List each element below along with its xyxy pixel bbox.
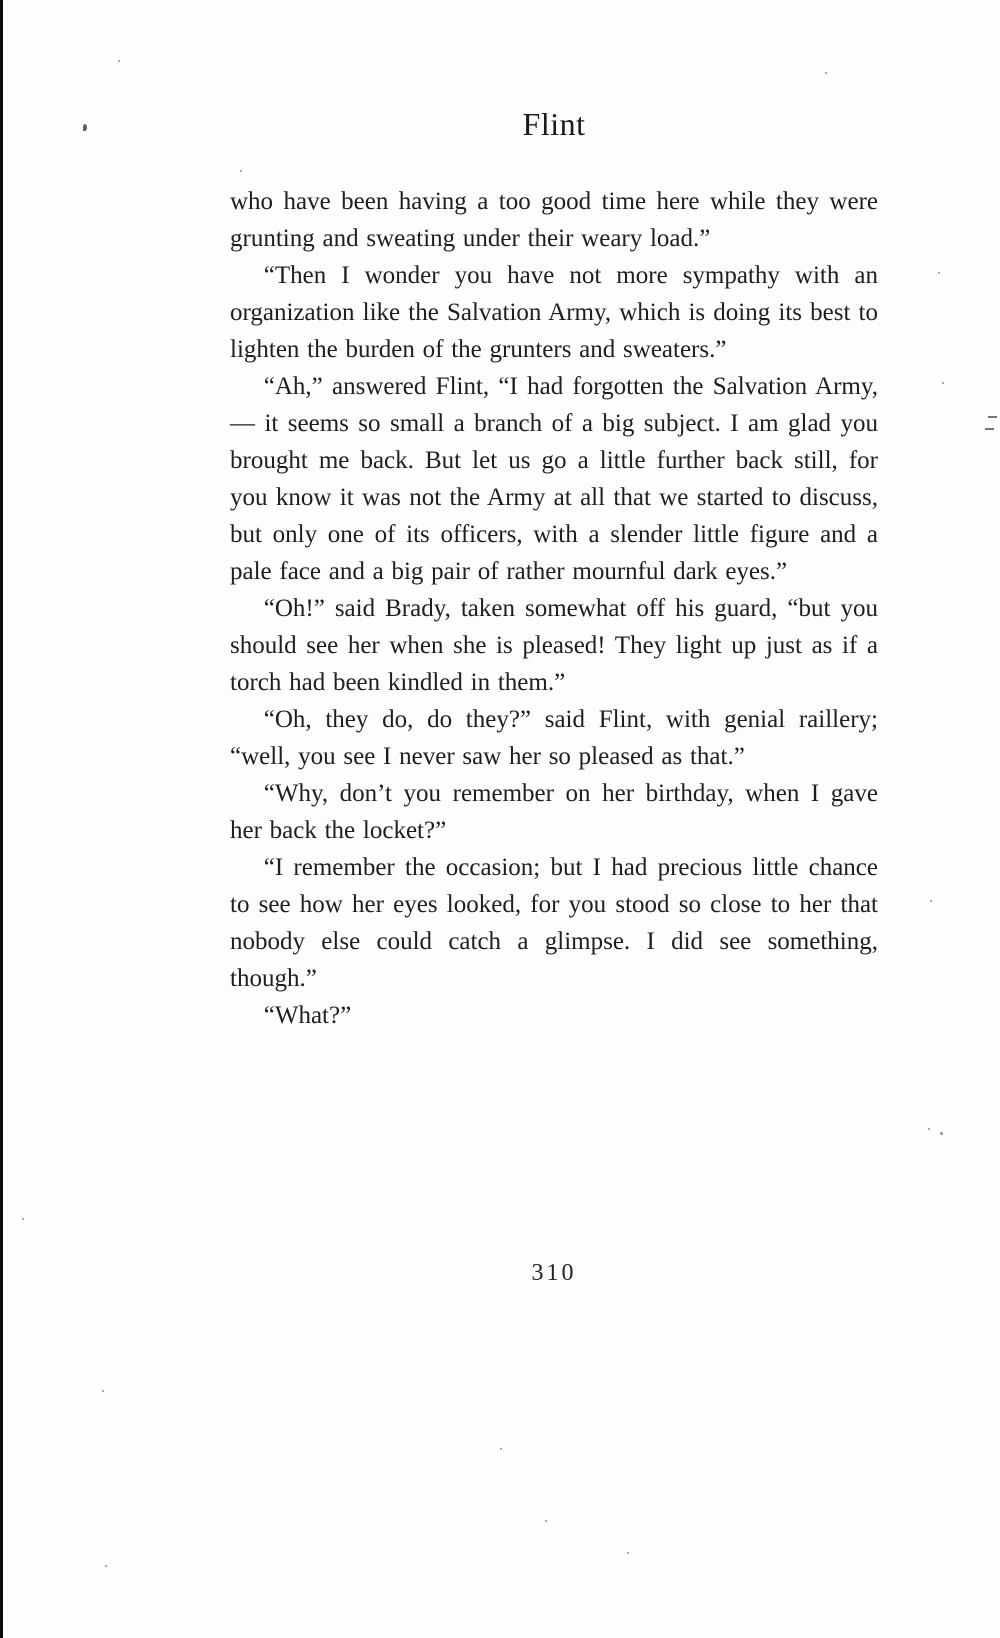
scan-speck [500,1448,502,1450]
scan-speck [545,1520,547,1522]
scan-speck [627,1552,629,1554]
paragraph: who have been having a too good time here while they were grunting and sweating under their weary load.” [230,188,878,252]
paragraph: “Why, don’t you remember on her birthday, when I gave her back the locket?” [230,780,878,844]
paragraph: “Then I wonder you have not more sympathy with an organization like the Salvation Army, which is doing its best to lighten the burden of the grunters and sweaters.” [230,262,878,363]
paragraph: “What?” [263,1002,352,1029]
scan-speck [22,1218,24,1220]
scan-speck [930,900,932,902]
scan-speck [83,124,87,131]
paragraph: “Oh!” said Brady, taken somewhat off his guard, “but you should see her when she is pleased! They light up just as if a torch had been kindled in them.” [230,595,878,696]
paragraph: “Oh, they do, do they?” said Flint, with genial raillery; “well, you see I never saw her so pleased as that.” [230,706,878,770]
page-title: Flint [522,106,586,142]
scan-speck [940,1132,943,1135]
text-block [230,183,878,1034]
scan-speck [938,272,940,274]
scan-speck [988,416,997,418]
scan-speck [105,1565,107,1567]
paragraph: “I remember the occasion; but I had precious little chance to see how her eyes looked, for you stood so close to her that nobody else could catch a glimpse. I did see something, though.” [230,854,878,992]
scan-speck [985,428,994,430]
scan-speck [942,382,944,384]
scan-speck [118,60,120,62]
scan-speck [102,1390,104,1392]
scan-speck [928,1128,930,1130]
paragraph: “Ah,” answered Flint, “I had forgotten the Salvation Army, — it seems so small a branch of a big subject. I am glad you brought me back. But let us go a little further back still, for you know it was not the Army at all that we started to discuss, but only one of its officers, with a slender little figure and a pale face and a big pair of rather mournful dark eyes.” [230,373,878,585]
scan-edge-line [0,0,3,1638]
scan-speck [240,170,242,172]
page-number: 310 [531,1260,577,1286]
scan-speck [825,72,827,74]
